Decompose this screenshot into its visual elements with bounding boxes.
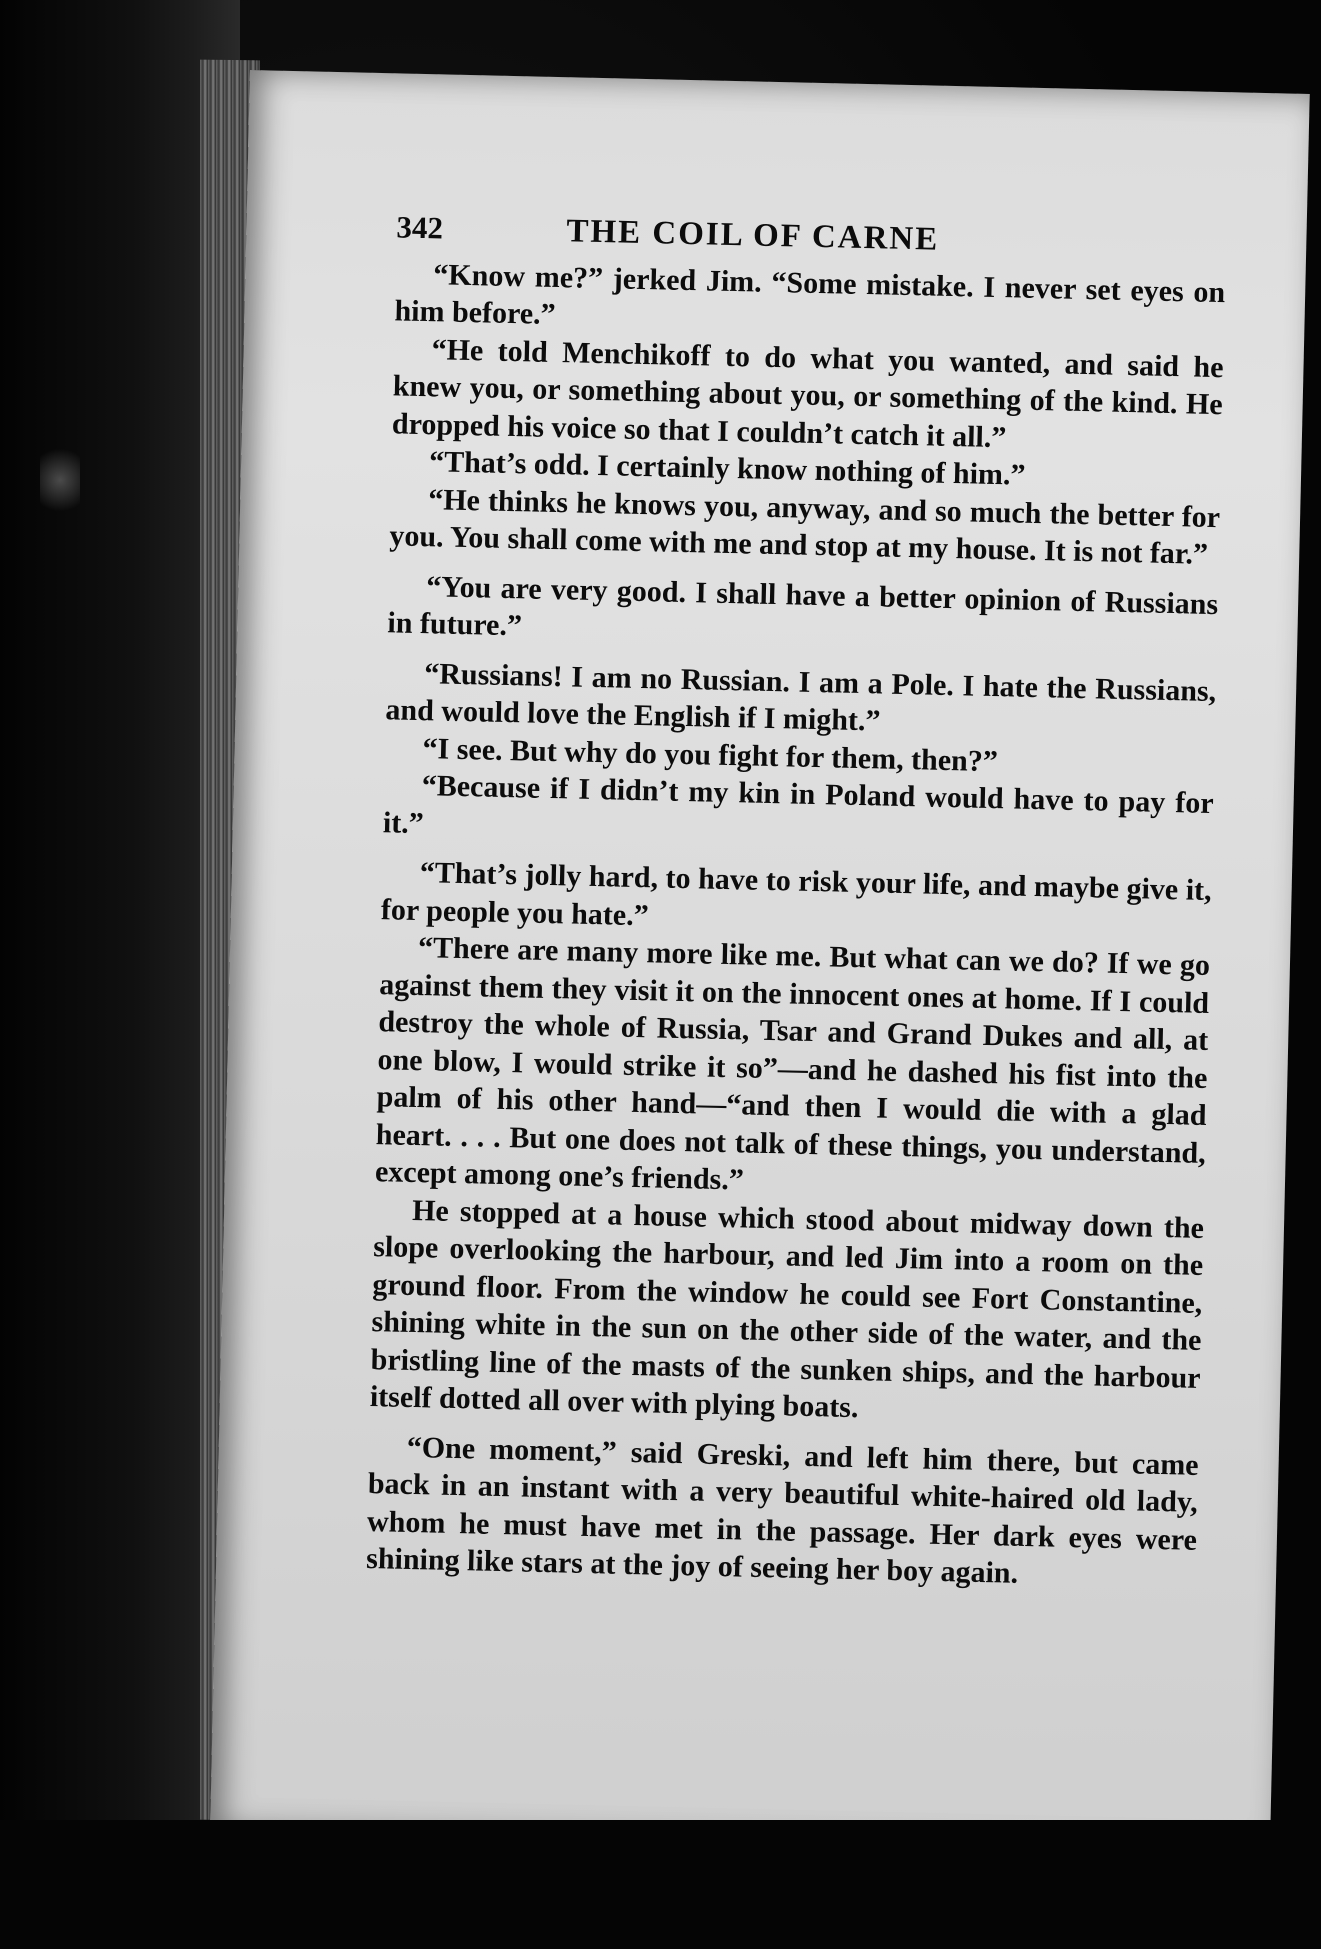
paragraph: “Know me?” jerked Jim. “Some mistake. I never set eyes on him before.” bbox=[394, 257, 1226, 331]
paragraph: “There are many more like me. But what can we do? If we go against them they visit it on the innocent ones at home. If I could destroy the whole of Russia, Tsar and Grand Dukes and all, at one blow, I would strike it so”—and he dashed his fist into the palm of his other hand—“and then I would die with a glad heart. . . . But one does not talk of these things, you understand, except among one’s friends.” bbox=[374, 931, 1211, 1197]
book-page bbox=[210, 70, 1310, 1854]
paragraph: “He told Menchikoff to do what you wanted, and said he knew you, or something about you, or something of the kind. He dropped his voice so that I couldn’t catch it all.” bbox=[391, 332, 1224, 454]
paragraph: “He thinks he knows you, anyway, and so much the better for you. You shall come with me and stop at my house. It is not far.” bbox=[389, 482, 1221, 571]
paragraph: “I see. But why do you fight for them, then?” bbox=[422, 731, 999, 778]
scan-bottom-shadow bbox=[0, 1820, 1321, 1949]
paragraph: “That’s jolly hard, to have to risk your life, and maybe give it, for people you hate.” bbox=[380, 856, 1213, 932]
scan-speck bbox=[40, 440, 80, 520]
paragraph: “You are very good. I shall have a better opinion of Russians in future.” bbox=[387, 569, 1219, 643]
paragraph: “One moment,” said Greski, and left him there, but came back in an instant with a very beautiful white-haired old lady, whom he must have met in the passage. Her dark eyes were shining like stars at the joy of seeing her boy again. bbox=[365, 1430, 1199, 1590]
page-number: 342 bbox=[396, 209, 444, 246]
page-text bbox=[366, 208, 1227, 1596]
paragraph: He stopped at a house which stood about midway down the slope overlooking the harbour, and led Jim into a room on the ground floor. From the window he could see Fort Constantine, shining white in the sun on the other side of the water, and the bristling line of the masts of the sunken ships, and the harbour itself dotted all over with plying boats. bbox=[369, 1193, 1205, 1425]
paragraph: “Russians! I am no Russian. I am a Pole. I hate the Russians, and would love the English if I might.” bbox=[385, 656, 1217, 738]
paragraph: “That’s odd. I certainly know nothing of him.” bbox=[428, 445, 1026, 492]
running-title: THE COIL OF CARNE bbox=[566, 213, 940, 258]
paragraph: “Because if I didn’t my kin in Poland would have to pay for it.” bbox=[382, 769, 1214, 840]
